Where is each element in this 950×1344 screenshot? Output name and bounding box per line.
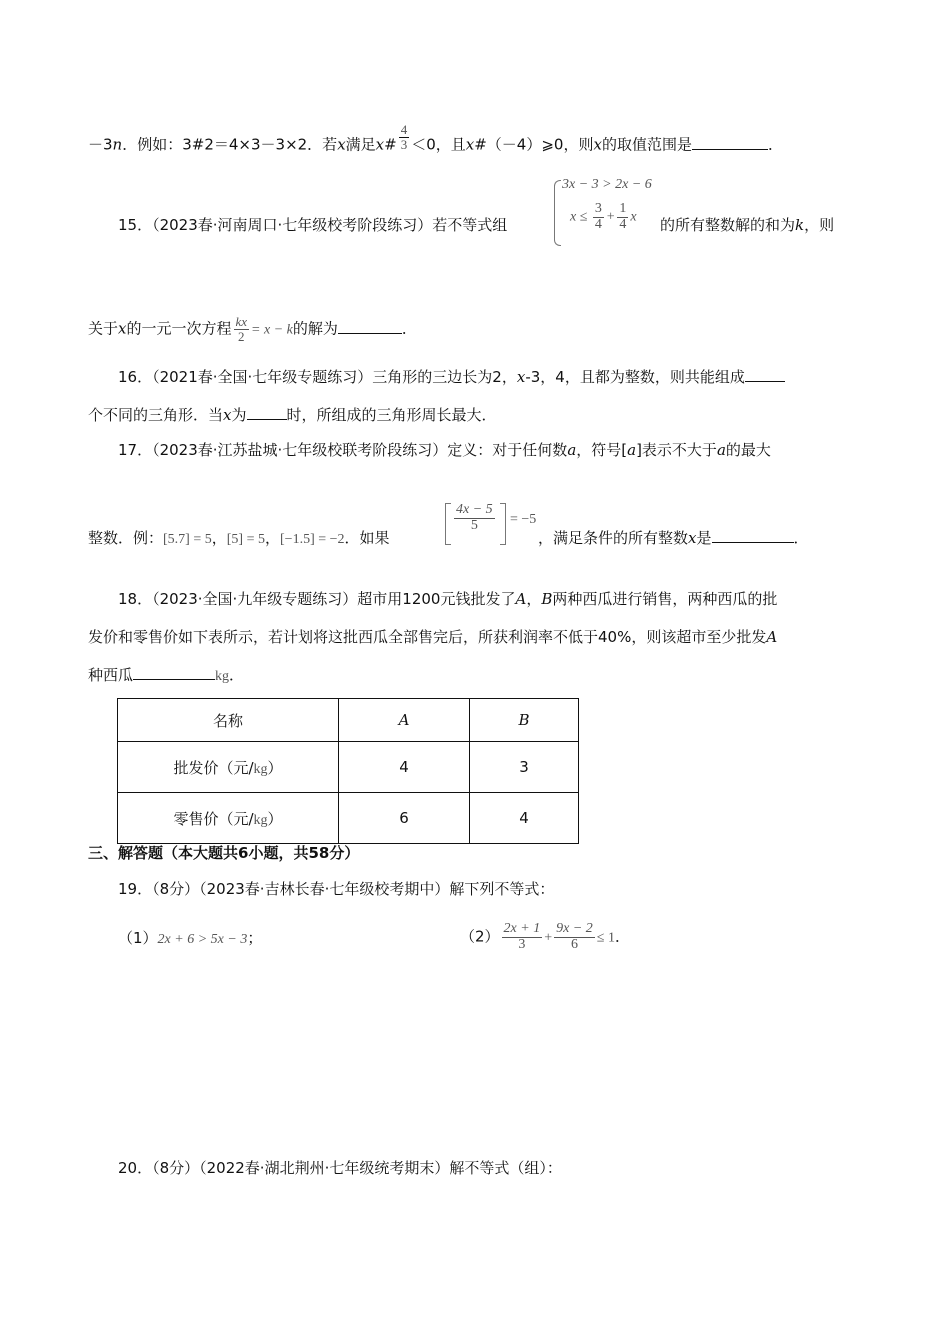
denominator: 2 xyxy=(238,328,245,344)
text: ，满足条件的所有整数 xyxy=(538,529,689,547)
fraction xyxy=(502,922,543,952)
cell-b: 3 xyxy=(470,742,579,793)
text: （2023春·江苏盐城·七年级校联考阶段练习）定义：对于任何数 xyxy=(152,441,568,459)
text: ， xyxy=(526,590,542,608)
math: x ≤ xyxy=(570,209,588,225)
system-ineq2 xyxy=(570,202,637,232)
q19-part1 xyxy=(118,927,262,951)
question-text: （2023春·河南周口·七年级校考阶段练习）若不等式组 xyxy=(152,216,508,234)
text: 是 xyxy=(696,529,712,547)
floor-bracket-left xyxy=(445,503,451,545)
text: （2021春·全国·七年级专题练习）三角形的三边长为2， xyxy=(152,368,517,386)
line-top xyxy=(88,122,783,159)
answer-blank[interactable] xyxy=(692,135,768,150)
q17-line1 xyxy=(118,439,771,461)
text: ； xyxy=(247,929,263,947)
text: （2023·全国·九年级专题练习）超市用1200元钱批发了 xyxy=(152,590,516,608)
unit: kg xyxy=(215,669,230,684)
var-a: a xyxy=(627,441,637,459)
text: －3 xyxy=(88,135,113,154)
text: ． xyxy=(614,927,630,946)
numerator: kx xyxy=(235,314,248,329)
math: + xyxy=(544,930,553,946)
header-a: A xyxy=(339,699,470,742)
denominator: 4 xyxy=(594,216,602,232)
q17-line2 xyxy=(88,527,390,551)
var-x: x xyxy=(118,319,127,338)
text: 零售价（元/ xyxy=(173,809,254,828)
text: 时，所组成的三角形周长最大． xyxy=(286,406,497,424)
table-row xyxy=(118,793,579,844)
fraction xyxy=(593,202,604,232)
var-A: A xyxy=(515,590,527,608)
text: ]表示不大于 xyxy=(636,441,717,459)
question-number: 20． xyxy=(118,1159,153,1177)
math-example: [5.7] = 5 xyxy=(163,532,212,547)
cell-a: 6 xyxy=(339,793,470,844)
question-text: （8分）（2023春·吉林长春·七年级校考期中）解下列不等式： xyxy=(152,880,555,898)
text: 的最大 xyxy=(725,441,771,459)
question-text: （8分）（2022春·湖北荆州·七年级统考期末）解不等式（组）： xyxy=(152,1159,562,1177)
q15-line2 xyxy=(88,315,417,343)
denominator: 5 xyxy=(470,517,478,533)
question-number: 18． xyxy=(118,590,153,608)
fraction xyxy=(617,202,628,232)
denominator: 6 xyxy=(570,936,578,952)
var-x: x xyxy=(688,529,697,547)
text: 个不同的三角形．当 xyxy=(88,406,224,424)
math: + xyxy=(605,209,616,225)
fraction xyxy=(399,123,410,151)
question-number: 16． xyxy=(118,368,153,386)
text: ， xyxy=(265,529,281,547)
header-name: 名称 xyxy=(118,699,339,742)
question-number: 15． xyxy=(118,216,153,234)
text: 的一元一次方程 xyxy=(126,319,232,338)
answer-blank[interactable] xyxy=(745,367,785,382)
denominator: 3 xyxy=(400,136,408,152)
var-A: A xyxy=(766,628,778,646)
numerator: 4x − 5 xyxy=(456,502,493,517)
text: ＜0，且 xyxy=(411,135,466,154)
q18-line2 xyxy=(88,626,777,648)
var-a: a xyxy=(567,441,577,459)
var-x: x xyxy=(516,368,526,386)
numerator: 2x + 1 xyxy=(503,921,541,936)
var-x: x xyxy=(465,135,475,154)
var-x: x xyxy=(223,406,232,424)
var-k: k xyxy=(795,216,805,234)
numerator: 9x − 2 xyxy=(556,921,593,936)
q18-line3 xyxy=(88,664,244,688)
q19-line1 xyxy=(118,878,554,900)
text: 满足 xyxy=(345,135,376,154)
q20-line1 xyxy=(118,1157,562,1179)
text: 的所有整数解的和为 xyxy=(660,216,796,234)
q19-part2 xyxy=(460,922,630,952)
text: 种西瓜 xyxy=(88,666,134,684)
answer-blank[interactable] xyxy=(712,528,794,543)
question-number: 19． xyxy=(118,880,153,898)
text: -3，4，且都为整数，则共能组成 xyxy=(525,368,745,386)
condition-fraction xyxy=(452,503,497,533)
text: ，符号[ xyxy=(576,441,628,459)
text: 发价和零售价如下表所示，若计划将这批西瓜全部售完后，所获利润率不低于40%，则该超市至少批发 xyxy=(88,628,767,646)
part-label: （2） xyxy=(460,927,500,946)
row-label xyxy=(118,742,339,793)
fraction xyxy=(454,503,495,533)
text: # xyxy=(384,135,397,154)
answer-blank[interactable] xyxy=(247,405,287,420)
numerator: 1 xyxy=(619,201,627,216)
text: 的取值范围是 xyxy=(601,135,692,154)
text: ． xyxy=(767,135,783,154)
text: ） xyxy=(267,809,283,828)
system-brace xyxy=(554,180,561,246)
q18-line1 xyxy=(118,588,777,610)
answer-blank[interactable] xyxy=(133,665,215,680)
text: ，则 xyxy=(804,216,835,234)
math-example: [−1.5] = −2 xyxy=(280,532,345,547)
math: 2x + 6 > 5x − 3 xyxy=(157,932,248,947)
var-a: a xyxy=(716,441,726,459)
header-b: B xyxy=(470,699,579,742)
text: ．如果 xyxy=(344,529,390,547)
cell-a: 4 xyxy=(339,742,470,793)
text: #（－4）⩾0，则 xyxy=(474,135,594,154)
var-x: x xyxy=(375,135,385,154)
text: ．例如：3#2＝4×3－3×2．若 xyxy=(122,135,338,154)
answer-blank[interactable] xyxy=(338,319,402,334)
system-ineq1: 3x − 3 > 2x − 6 xyxy=(562,177,652,192)
text: 批发价（元/ xyxy=(173,758,254,777)
question-number: 17． xyxy=(118,441,153,459)
q15-line1 xyxy=(118,214,507,236)
floor-bracket-right xyxy=(500,503,506,545)
table-header-row xyxy=(118,699,579,742)
part-label: （1） xyxy=(118,929,158,947)
text: 整数．例： xyxy=(88,529,164,547)
fraction xyxy=(554,922,595,952)
table-row xyxy=(118,742,579,793)
text: 两种西瓜进行销售，两种西瓜的批 xyxy=(552,590,778,608)
q16-line1 xyxy=(118,366,785,388)
var-x: x xyxy=(337,135,346,154)
text: ． xyxy=(793,529,809,547)
text: ． xyxy=(229,666,245,684)
q15-line1-tail xyxy=(660,214,834,236)
text: 关于 xyxy=(88,319,119,338)
section-title: 三、解答题（本大题共6小题，共58分） xyxy=(88,844,360,862)
math: = x − k xyxy=(251,322,293,338)
math: ≤ 1 xyxy=(596,930,615,946)
unit: kg xyxy=(253,761,268,777)
condition-rhs: = −5 xyxy=(510,512,537,527)
price-table xyxy=(117,698,579,844)
numerator: 4 xyxy=(400,122,408,137)
unit: kg xyxy=(253,812,268,828)
text: ． xyxy=(401,319,417,338)
var-x: x xyxy=(593,135,602,154)
math-example: [5] = 5 xyxy=(226,532,265,547)
text: ， xyxy=(211,529,227,547)
text: 的解为 xyxy=(292,319,338,338)
math: x xyxy=(630,209,637,225)
q17-line2-tail xyxy=(538,527,809,549)
text: ） xyxy=(267,758,283,777)
cell-b: 4 xyxy=(470,793,579,844)
var-B: B xyxy=(541,590,553,608)
denominator: 4 xyxy=(619,216,627,232)
numerator: 3 xyxy=(594,201,602,216)
q16-line2 xyxy=(88,404,497,426)
fraction xyxy=(234,315,250,343)
text: 为 xyxy=(231,406,247,424)
row-label xyxy=(118,793,339,844)
var-n: n xyxy=(112,135,123,154)
denominator: 3 xyxy=(518,936,526,952)
